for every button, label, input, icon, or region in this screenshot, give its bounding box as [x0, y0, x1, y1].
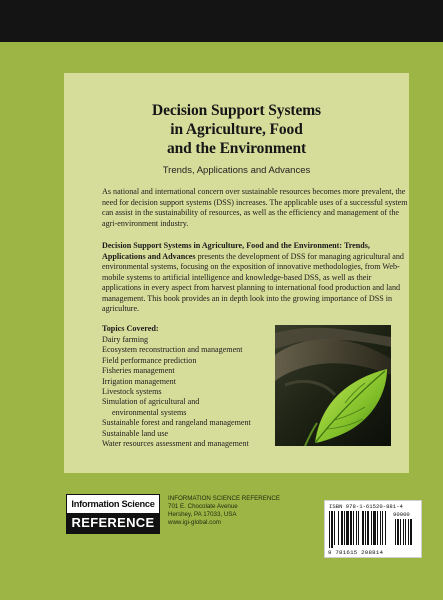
description-bold-title: Decision Support Systems in Agriculture, Food and the Environment: Trends, Applications and Advances [102, 241, 370, 261]
barcode-bar [350, 511, 352, 545]
barcode-bar [373, 511, 376, 545]
barcode-bar [377, 511, 378, 545]
barcode-bar [382, 511, 383, 545]
barcode-bar [367, 511, 369, 545]
leaf-photo-art [275, 325, 391, 446]
isbn-text: ISBN 978-1-61520-881-4 [329, 503, 403, 510]
barcode-bar [371, 511, 372, 545]
topics-list [102, 335, 251, 449]
description-paragraph [102, 241, 410, 315]
barcode-addon-bar [405, 519, 406, 545]
barcode-addon-bar [395, 519, 396, 545]
topic-item: Fisheries management [102, 366, 175, 376]
description-text: presents the development of DSS for managing agricultural and environmental systems, focusing on the exposition of innovative methodologies, from Web-mobile systems to artificial intelligence and knowledge-based DSS, as well as their applications in every aspect from harvest planning to international food production and land management. This book provides an in depth look into the growing importance of DSS in agriculture. [102, 251, 404, 313]
ean-digits: 9 781615 208814 [328, 549, 384, 556]
logo-bottom-text: REFERENCE [67, 513, 159, 533]
topic-item: Sustainable land use [102, 428, 169, 438]
barcode-bar [334, 511, 335, 545]
address-line: 701 E. Chocolate Avenue [168, 503, 238, 510]
barcode-bar [385, 511, 386, 545]
barcode-addon-bar [410, 519, 412, 545]
barcode-bar [356, 511, 357, 545]
intro-paragraph: As national and international concern over sustainable resources becomes more prevalent, the need for decision support systems (DSS) increases. The applicable uses of a successful system can assist in the sustainability of resources, as well as the efficiency and management of the agri-environment industry. [102, 187, 408, 228]
barcode-bar [338, 511, 339, 545]
barcode-bar [329, 511, 330, 548]
topic-item: environmental systems [112, 407, 187, 417]
book-subtitle: Trends, Applications and Advances [162, 165, 311, 176]
title-line-1: Decision Support Systems [152, 102, 321, 119]
topic-item: Sustainable forest and rangeland management [102, 418, 251, 428]
publisher-address [168, 495, 280, 527]
barcode-addon-bar [403, 519, 404, 545]
barcode-bar [358, 511, 359, 545]
barcode-bars [329, 511, 417, 549]
address-line: INFORMATION SCIENCE REFERENCE [168, 495, 280, 502]
topic-item: Simulation of agricultural and [102, 397, 200, 407]
barcode-bar [380, 511, 381, 545]
topic-item: Field performance prediction [102, 355, 197, 365]
barcode-bar [331, 511, 333, 548]
topic-item: Livestock systems [102, 387, 162, 397]
back-cover-panel [64, 73, 409, 473]
barcode-addon-text: 90000 [393, 511, 410, 518]
barcode-addon-bar [408, 519, 409, 545]
barcode-addon-bar [400, 519, 401, 545]
title-line-3: and the Environment [166, 140, 307, 157]
barcode-addon-bar [397, 519, 399, 545]
topic-item: Irrigation management [102, 376, 176, 386]
title-line-2: in Agriculture, Food [170, 121, 303, 138]
barcode-bar [341, 511, 343, 545]
barcode-bar [353, 511, 354, 545]
publisher-logo [66, 494, 160, 534]
topics-heading: Topics Covered: [102, 324, 159, 333]
book-title [64, 101, 409, 158]
barcode-bar [346, 511, 349, 545]
isbn-barcode [324, 500, 422, 558]
barcode-bar [362, 511, 364, 545]
topic-item: Water resources assessment and management [102, 439, 249, 449]
top-dark-band [0, 0, 443, 42]
topic-item: Ecosystem reconstruction and management [102, 345, 243, 355]
address-line: www.igi-global.com [168, 519, 221, 526]
barcode-bar [344, 511, 345, 545]
logo-top-text: Information Science [67, 495, 159, 513]
leaf-photo [275, 325, 391, 446]
address-line: Hershey, PA 17033, USA [168, 511, 237, 518]
barcode-bar [365, 511, 366, 545]
topic-item: Dairy farming [102, 335, 149, 344]
